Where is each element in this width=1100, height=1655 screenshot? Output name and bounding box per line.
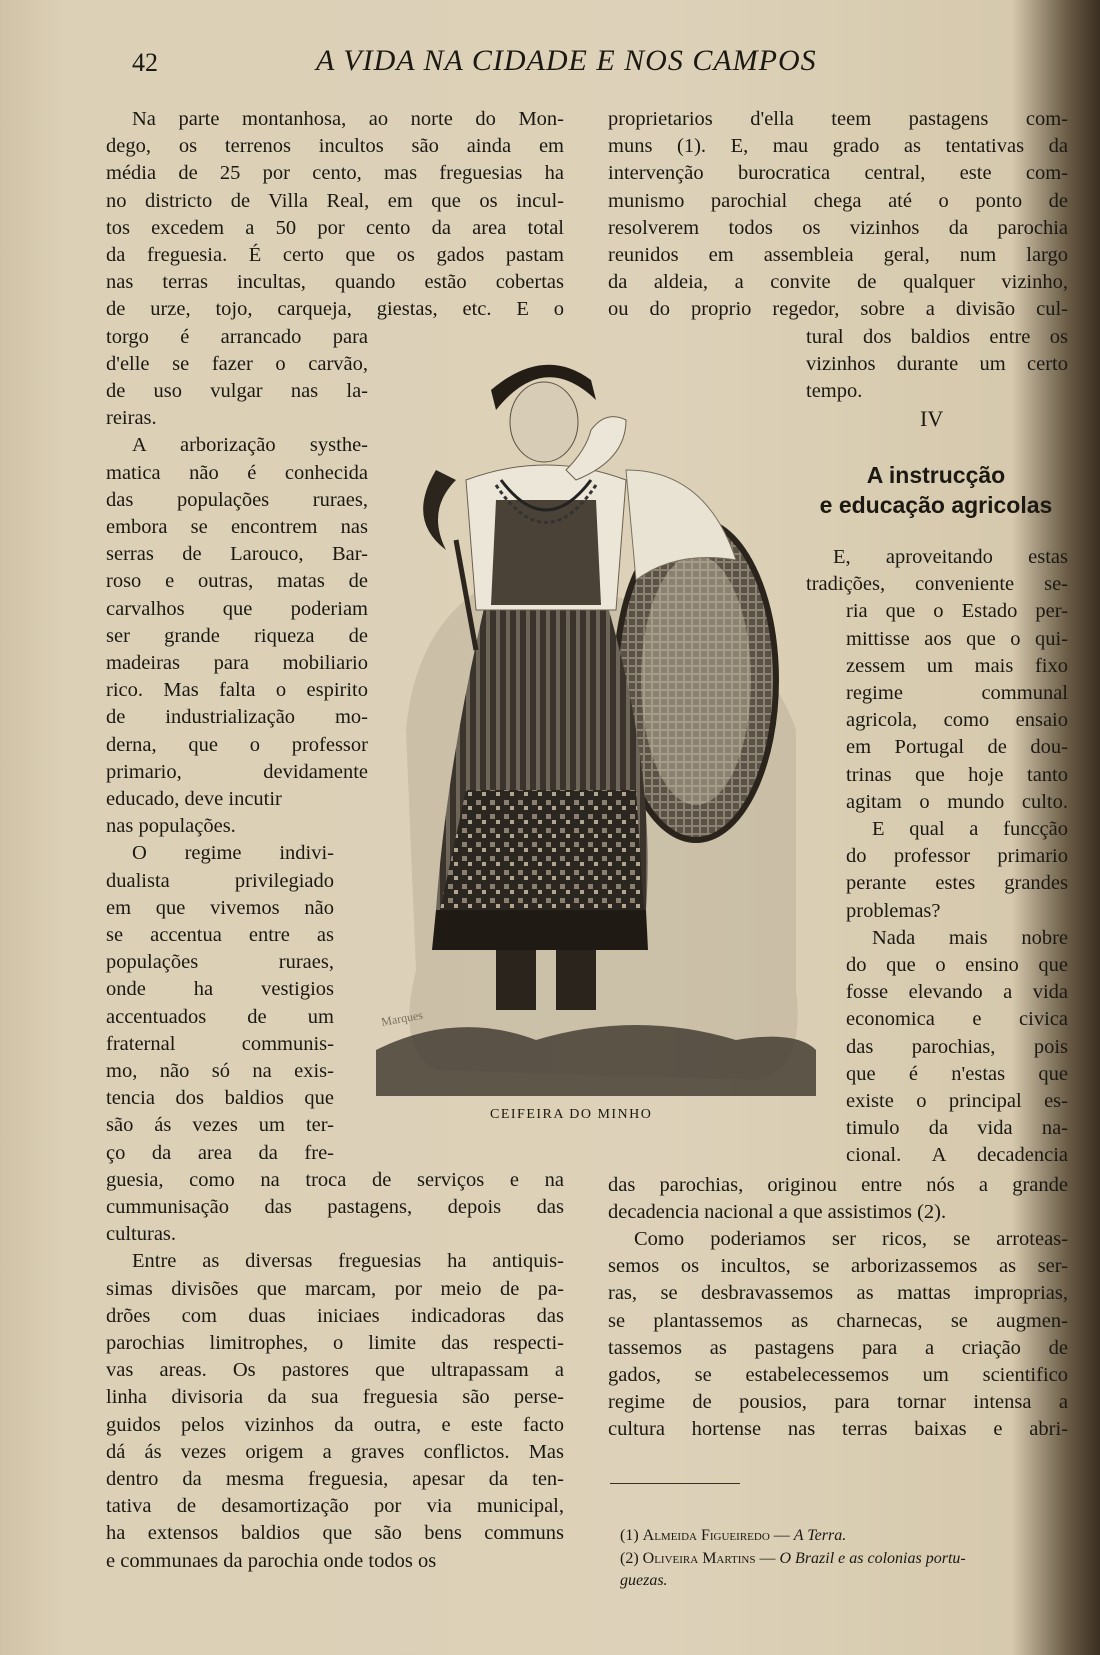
- text-line: serras de Larouco, Bar-: [106, 543, 368, 566]
- text-line: de uso vulgar nas la-: [106, 380, 368, 402]
- footnote-2-work-cont: guezas.: [620, 1572, 668, 1589]
- photo-ceifeira-do-minho: [376, 350, 816, 1096]
- running-title: A VIDA NA CIDADE E NOS CAMPOS: [316, 44, 817, 77]
- text-line: guidos pelos vizinhos da outra, e este facto: [106, 1413, 564, 1436]
- text-line: do que o ensino que: [846, 954, 1068, 976]
- text-line: agitam o mundo culto.: [846, 790, 1068, 813]
- text-line: dualista privilegiado: [106, 869, 334, 892]
- text-line: resolverem todos os vizinhos da parochia: [608, 216, 1068, 239]
- footnote-2-dash: —: [759, 1550, 776, 1567]
- text-line: semos os incultos, se arborizassemos as ser-: [608, 1255, 1068, 1278]
- footnote-2: [620, 1548, 966, 1570]
- text-line: munismo parochial chega até o ponto de: [608, 189, 1068, 212]
- text-line: timulo da vida na-: [846, 1117, 1068, 1140]
- section-number: IV: [920, 406, 944, 431]
- footnote-1-author: Almeida Figueiredo: [642, 1527, 770, 1544]
- text-line: economica e civica: [846, 1008, 1068, 1031]
- text-line: linha divisoria da sua freguesia são perse-: [106, 1386, 564, 1409]
- text-line: decadencia nacional a que assistimos (2).: [608, 1200, 947, 1223]
- text-line: tencia dos baldios que: [106, 1087, 334, 1110]
- text-line: fosse elevando a vida: [846, 981, 1068, 1004]
- page-number: 42: [132, 48, 158, 77]
- text-line: E qual a funcção: [872, 818, 1068, 840]
- text-line: em Portugal de dou-: [846, 736, 1068, 759]
- text-line: onde ha vestigios: [106, 978, 334, 1001]
- text-line: ou do proprio regedor, sobre a divisão cul-: [608, 298, 1068, 321]
- text-line: vas areas. Os pastores que ultrapassam a: [106, 1359, 564, 1382]
- text-line: tradições, conveniente se-: [806, 573, 1068, 596]
- text-line: média de 25 por cento, mas freguesias ha: [106, 162, 564, 185]
- text-line: das populações ruraes,: [106, 488, 368, 511]
- text-line: agricola, como ensaio: [846, 709, 1068, 732]
- text-line: regime de pousios, para tornar intensa a: [608, 1391, 1068, 1414]
- text-line: ras, se desbravassemos as mattas improprias,: [608, 1282, 1068, 1305]
- text-line: A arborização systhe-: [132, 434, 368, 457]
- text-line: fraternal communis-: [106, 1032, 334, 1055]
- text-line: populações ruraes,: [106, 951, 334, 974]
- text-line: no districto de Villa Real, em que os incul-: [106, 189, 564, 212]
- text-line: se plantassemos as charnecas, se augmen-: [608, 1309, 1068, 1332]
- text-line: ria que o Estado per-: [846, 600, 1068, 623]
- text-line: ser grande riqueza de: [106, 624, 368, 647]
- text-line: accentuados de um: [106, 1005, 334, 1028]
- text-line: trinas que hoje tanto: [846, 763, 1068, 786]
- text-line: se accentua entre as: [106, 924, 334, 946]
- text-line: primario, devidamente: [106, 760, 368, 783]
- footnote-1-dash: —: [773, 1527, 790, 1544]
- running-header: [0, 44, 1100, 84]
- section-title-line-2: e educação agricolas: [819, 492, 1053, 518]
- text-line: cional. A decadencia: [846, 1144, 1068, 1167]
- text-line: proprietarios d'ella teem pastagens com-: [608, 108, 1068, 130]
- footnote-1-number: (1): [620, 1527, 639, 1544]
- footnote-2-cont: [620, 1570, 668, 1592]
- text-line: tos excedem a 50 por cento da area total: [106, 216, 564, 239]
- text-line: das parochias, originou entre nós a grande: [608, 1173, 1068, 1196]
- text-line: simas divisões que marcam, por meio de pa-: [106, 1277, 564, 1300]
- footnote-2-number: (2): [620, 1550, 639, 1567]
- text-line: rico. Mas falta o espirito: [106, 679, 368, 702]
- photographer-mark: Marques: [380, 1007, 424, 1029]
- text-line: mittisse aos que o qui-: [846, 627, 1068, 650]
- text-line: gados, se estabelecessemos um scientifico: [608, 1364, 1068, 1386]
- text-line: das parochias, pois: [846, 1035, 1068, 1058]
- text-line: mo, não só na exis-: [106, 1060, 334, 1082]
- text-line: perante estes grandes: [846, 872, 1068, 895]
- footnote-2-work: O Brazil e as colonias portu-: [779, 1550, 966, 1567]
- text-line: problemas?: [846, 899, 941, 922]
- text-line: carvalhos que poderiam: [106, 597, 368, 620]
- text-line: d'elle se fazer o carvão,: [106, 352, 368, 375]
- text-line: derna, que o professor: [106, 733, 368, 756]
- text-line: O regime indivi-: [132, 842, 334, 865]
- text-line: Na parte montanhosa, ao norte do Mon-: [132, 108, 564, 130]
- text-line: ha extensos baldios que são bens communs: [106, 1522, 564, 1545]
- text-line: existe o principal es-: [846, 1090, 1068, 1112]
- text-line: reiras.: [106, 407, 157, 430]
- text-line: roso e outras, matas de: [106, 570, 368, 593]
- text-line: dego, os terrenos incultos são ainda em: [106, 135, 564, 158]
- text-line: nas populações.: [106, 815, 236, 838]
- text-line: tativa de desamortização por via municipal,: [106, 1495, 564, 1518]
- text-line: que é n'estas que: [846, 1062, 1068, 1085]
- figure-caption: CEIFEIRA DO MINHO: [490, 1107, 653, 1122]
- text-line: E, aproveitando estas: [833, 546, 1068, 568]
- text-line: madeiras para mobiliario: [106, 652, 368, 674]
- text-line: ço da area da fre-: [106, 1141, 334, 1164]
- text-line: intervenção burocratica central, este com-: [608, 162, 1068, 185]
- text-line: vizinhos durante um certo: [806, 352, 1068, 375]
- text-line: do professor primario: [846, 845, 1068, 868]
- text-line: em que vivemos não: [106, 896, 334, 919]
- text-line: regime communal: [846, 682, 1068, 704]
- text-line: zessem um mais fixo: [846, 654, 1068, 677]
- text-line: reunidos em assembleia geral, num largo: [608, 244, 1068, 266]
- text-line: de industrialização mo-: [106, 706, 368, 729]
- text-line: cummunisação das pastagens, depois das: [106, 1196, 564, 1218]
- text-line: muns (1). E, mau grado as tentativas da: [608, 135, 1068, 158]
- text-line: drões com duas iniciaes indicadoras das: [106, 1304, 564, 1327]
- text-line: educado, deve incutir: [106, 788, 282, 810]
- text-line: nas terras incultas, quando estão cobertas: [106, 271, 564, 294]
- text-line: dentro da mesma freguesia, apesar da ten-: [106, 1468, 564, 1490]
- text-line: embora se encontrem nas: [106, 516, 368, 538]
- footnote-2-author: Oliveira Martins: [642, 1550, 756, 1567]
- text-line: da aldeia, a convite de qualquer vizinho,: [608, 271, 1068, 294]
- text-line: dá ás vezes origem a graves conflictos. Mas: [106, 1440, 564, 1463]
- footnote-rule: [610, 1483, 740, 1484]
- text-line: tural dos baldios entre os: [806, 325, 1068, 348]
- text-line: torgo é arrancado para: [106, 325, 368, 348]
- text-line: Entre as diversas freguesias ha antiquis-: [132, 1250, 564, 1273]
- text-line: tassemos as pastagens para a criação de: [608, 1336, 1068, 1359]
- text-line: Nada mais nobre: [872, 926, 1068, 949]
- text-line: tempo.: [806, 380, 863, 402]
- footnote-1: [620, 1525, 846, 1547]
- text-line: de urze, tojo, carqueja, giestas, etc. E o: [106, 298, 564, 321]
- footnote-1-work: A Terra.: [793, 1527, 847, 1544]
- text-line: da freguesia. É certo que os gados pastam: [106, 244, 564, 266]
- text-line: guesia, como na troca de serviços e na: [106, 1168, 564, 1191]
- text-line: Como poderiamos ser ricos, se arroteas-: [634, 1228, 1068, 1250]
- section-title-line-1: A instrucção: [866, 462, 1006, 488]
- text-line: cultura hortense nas terras baixas e abri-: [608, 1418, 1068, 1441]
- text-line: matica não é conhecida: [106, 461, 368, 484]
- text-line: e communaes da parochia onde todos os: [106, 1549, 437, 1572]
- text-line: culturas.: [106, 1223, 177, 1246]
- text-line: parochias limitrophes, o limite das respecti-: [106, 1332, 564, 1354]
- text-line: são ás vezes um ter-: [106, 1114, 334, 1137]
